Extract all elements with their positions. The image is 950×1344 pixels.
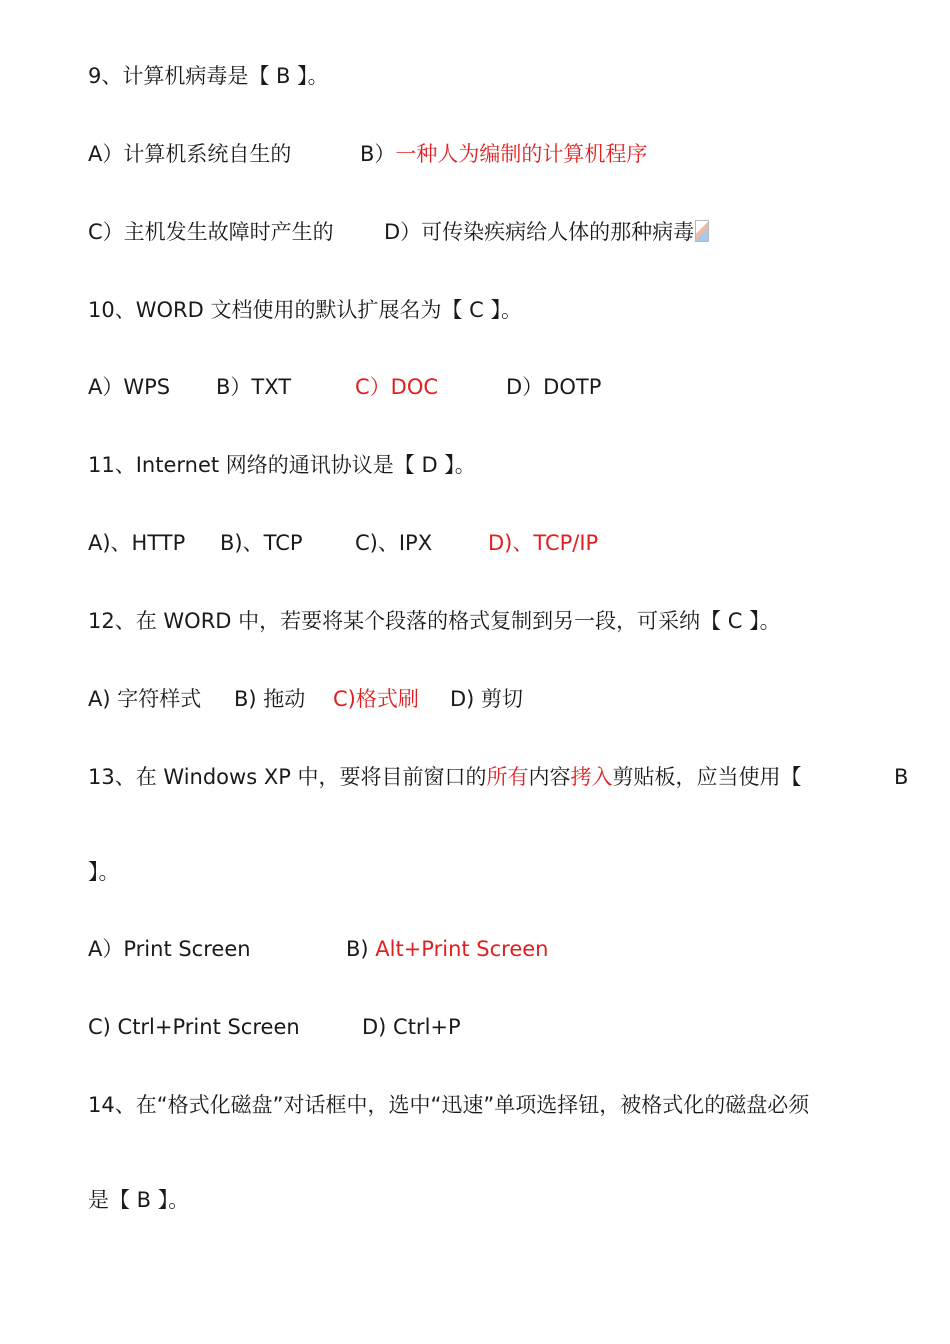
q10-option-b: B）TXT — [216, 375, 292, 399]
q9-option-d-text: D）可传染疾病给人体的那种病毒 — [384, 220, 695, 244]
q13-option-d: D) Ctrl+P — [362, 1015, 461, 1039]
q11-option-a: A)、HTTP — [88, 531, 186, 555]
q13-stem-part1: 13、在 Windows XP 中，要将目前窗口的 — [88, 765, 487, 789]
q13-stem-answer: B — [894, 765, 909, 789]
q12-option-a: A) 字符样式 — [88, 687, 202, 711]
q9-option-b — [360, 140, 647, 168]
q12-option-b: B) 拖动 — [234, 687, 306, 711]
q11-stem: 11、Internet 网络的通讯协议是【 D 】。 — [88, 453, 476, 477]
q9-option-b-answer: 一种人为编制的计算机程序 — [395, 142, 648, 166]
q11-option-c: C)、IPX — [355, 531, 433, 555]
q9-option-d — [384, 218, 709, 246]
q13-option-c: C) Ctrl+Print Screen — [88, 1015, 300, 1039]
q13-stem-highlight-2: 拷入 — [570, 765, 613, 789]
q9-option-a: A）计算机系统自生的 — [88, 142, 292, 166]
q12-stem: 12、在 WORD 中，若要将某个段落的格式复制到另一段，可采纳【 C 】。 — [88, 609, 781, 633]
q14-stem-line1: 14、在“格式化磁盘”对话框中，选中“迅速”单项选择钮，被格式化的磁盘必须 — [88, 1093, 810, 1117]
q13-option-b-prefix: B) — [346, 937, 376, 961]
q9-option-c: C）主机发生故障时产生的 — [88, 220, 334, 244]
q10-option-d: D）DOTP — [506, 375, 602, 399]
q14-stem-line2: 是【 B 】。 — [88, 1188, 190, 1212]
q12-option-d: D) 剪切 — [450, 687, 524, 711]
q13-option-a: A）Print Screen — [88, 937, 251, 961]
q10-option-a: A）WPS — [88, 375, 171, 399]
q10-option-c: C）DOC — [355, 375, 439, 399]
q13-stem-line1 — [88, 763, 909, 791]
q9-option-b-prefix: B） — [360, 142, 396, 166]
q13-stem-part3: 剪贴板，应当使用【 — [612, 765, 802, 789]
q13-stem-highlight-1: 所有 — [486, 765, 529, 789]
q11-option-b: B)、TCP — [220, 531, 303, 555]
q13-option-b — [346, 935, 549, 963]
q13-stem-close: 】。 — [88, 860, 120, 884]
q11-option-d: D)、TCP/IP — [488, 531, 599, 555]
q13-stem-part2: 内容 — [528, 765, 571, 789]
q13-option-b-answer: Alt+Print Screen — [375, 937, 549, 961]
q9-stem: 9、计算机病毒是【 B 】。 — [88, 64, 329, 88]
q12-option-c: C)格式刷 — [333, 687, 419, 711]
broken-image-icon — [695, 220, 709, 242]
q10-stem: 10、WORD 文档使用的默认扩展名为【 C 】。 — [88, 298, 522, 322]
